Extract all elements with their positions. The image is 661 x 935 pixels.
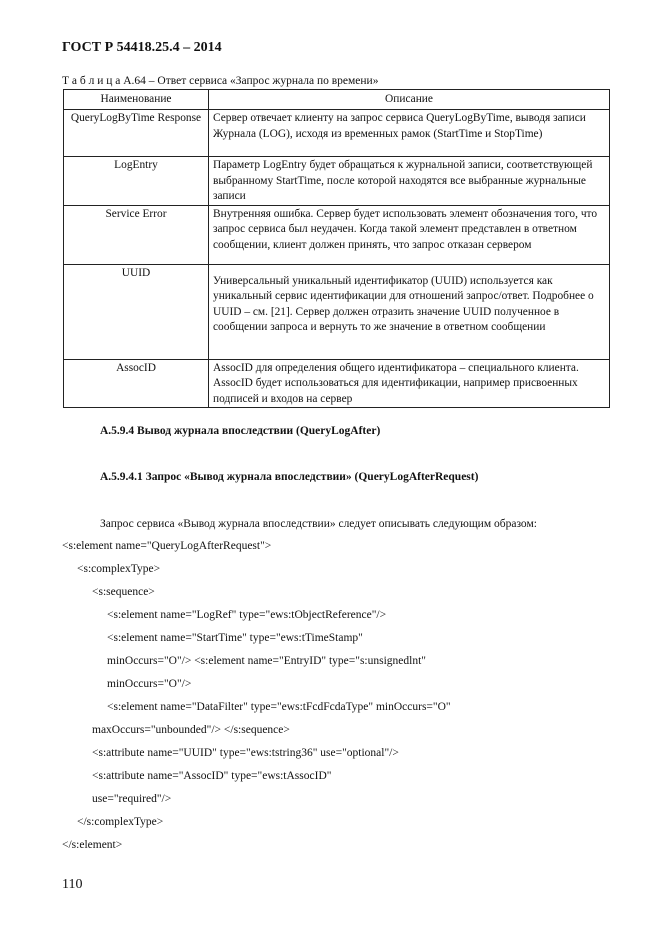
code-line: <s:attribute name="AssocID" type="ews:tAssocID" <box>92 770 332 782</box>
table-header-row <box>64 90 610 110</box>
code-line: minOccurs="O"/> <s:element name="EntryID" type="s:unsignedlnt" <box>107 655 426 667</box>
row-description-cell: AssocID для определения общего идентификатора – специального клиента. AssocID будет использоваться для идентификации, например присвоенных подписей и входов на сервер <box>209 359 610 408</box>
row-description-cell: Сервер отвечает клиенту на запрос сервиса QueryLogByTime, выводя записи Журнала (LOG), исходя из временных рамок (StartTime и StopTime) <box>209 110 610 157</box>
row-name-cell: LogEntry <box>64 157 209 206</box>
table-caption: Т а б л и ц а А.64 – Ответ сервиса «Запрос журнала по времени» <box>62 75 379 87</box>
row-description-cell: Параметр LogEntry будет обращаться к журнальной записи, соответствующей выбранному StartTime, после которой находятся все выбранные журнальные записи <box>209 157 610 206</box>
row-name-cell: UUID <box>64 264 209 359</box>
code-line: minOccurs="O"/> <box>107 678 192 690</box>
code-line: <s:complexType> <box>77 563 161 575</box>
code-line: <s:element name="StartTime" type="ews:tTimeStamp" <box>107 632 363 644</box>
document-header: ГОСТ Р 54418.25.4 – 2014 <box>62 40 222 55</box>
row-description-cell: Внутренняя ошибка. Сервер будет использовать элемент обозначения того, что запрос сервиса был неудачен. Когда такой элемент представлен в ответном сообщении, клиент должен принять, что запрос отказан сервером <box>209 205 610 264</box>
table-row <box>64 157 610 206</box>
table-row <box>64 205 610 264</box>
row-name-cell: QueryLogByTime Response <box>64 110 209 157</box>
row-name-cell: AssocID <box>64 359 209 408</box>
code-line: maxOccurs="unbounded"/> </s:sequence> <box>92 724 290 736</box>
table-row <box>64 359 610 408</box>
section-heading: А.5.9.4 Вывод журнала впоследствии (QueryLogAfter) <box>100 425 381 437</box>
subsection-heading: А.5.9.4.1 Запрос «Вывод журнала впоследствии» (QueryLogAfterRequest) <box>100 471 479 483</box>
intro-paragraph: Запрос сервиса «Вывод журнала впоследствии» следует описывать следующим образом: <box>100 518 537 530</box>
table-row <box>64 110 610 157</box>
code-line: <s:element name="QueryLogAfterRequest"> <box>62 540 272 552</box>
row-name-cell: Service Error <box>64 205 209 264</box>
row-description-cell: Универсальный уникальный идентификатор (UUID) используется как уникальный сервис идентификации для отношений запрос/ответ. Подробнее о UUID – см. [21]. Сервер должен отразить значение UUID полученное в сообщении запроса и вернуть то же значение в ответном сообщении <box>209 264 610 359</box>
code-line: <s:element name="DataFilter" type="ews:tFcdFcdaType" minOccurs="O" <box>107 701 451 713</box>
code-line: <s:sequence> <box>92 586 155 598</box>
code-line: <s:attribute name="UUID" type="ews:tstring36" use="optional"/> <box>92 747 399 759</box>
code-line: </s:complexType> <box>77 816 164 828</box>
page-number: 110 <box>62 877 83 892</box>
code-line: </s:element> <box>62 839 123 851</box>
response-table <box>63 89 610 408</box>
table-row <box>64 264 610 359</box>
code-line: <s:element name="LogRef" type="ews:tObjectReference"/> <box>107 609 387 621</box>
column-header-description: Описание <box>209 90 610 110</box>
column-header-name: Наименование <box>64 90 209 110</box>
code-line: use="required"/> <box>92 793 172 805</box>
